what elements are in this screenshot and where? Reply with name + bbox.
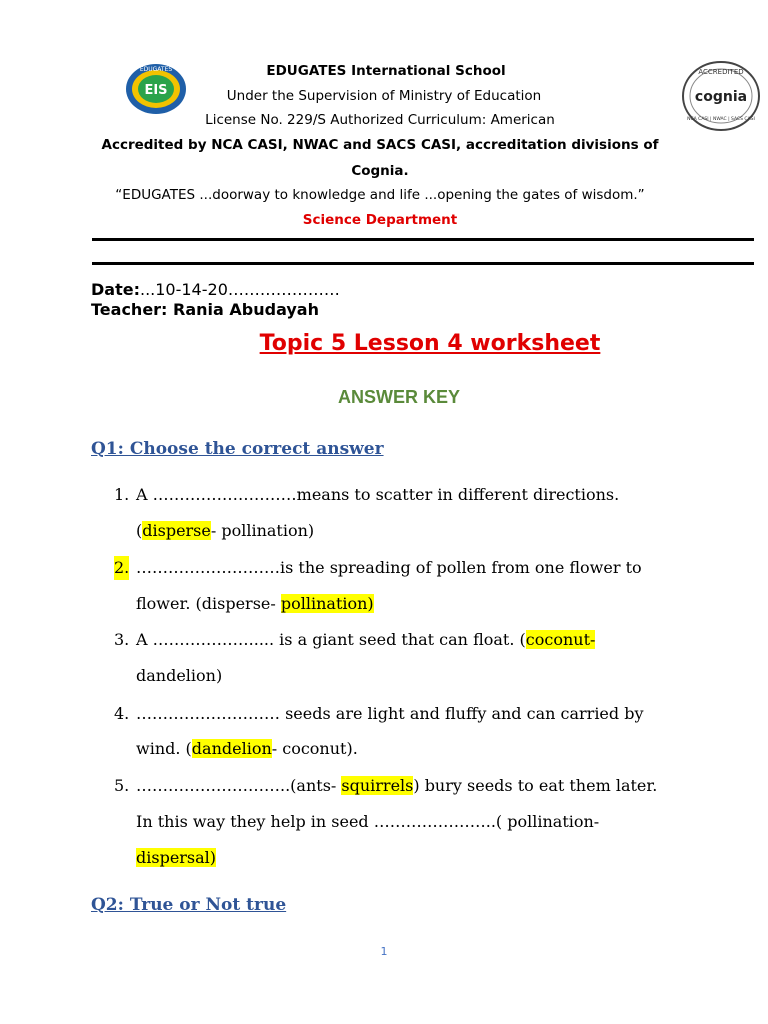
header-divider-top xyxy=(92,238,754,241)
item-4-answer: dandelion xyxy=(191,739,272,758)
item-4-number: 4. xyxy=(114,704,130,723)
item-1-text-end: - pollination) xyxy=(210,521,315,540)
date-line xyxy=(91,280,340,300)
item-3-line-2: dandelion) xyxy=(136,666,223,685)
item-4-text: wind. ( xyxy=(136,739,192,758)
question-1-heading: Q1: Choose the correct answer xyxy=(91,439,384,459)
seal-bottom-text: NCA CASI | NWAC | SACS CASI xyxy=(687,117,755,122)
item-5-text: ………………………..(ants- xyxy=(136,776,342,795)
item-4-line-1: ……………………… seeds are light and fluffy and can carried by xyxy=(136,704,644,723)
school-motto: “EDUGATES ...doorway to knowledge and life ...opening the gates of wisdom.” xyxy=(115,187,645,203)
item-1-line-1: A ………………………means to scatter in different directions. xyxy=(136,485,620,504)
header-divider-bottom xyxy=(92,262,754,265)
logo-left-top-text: EDUGATES xyxy=(139,66,173,73)
item-2-line-1: ………………………is the spreading of pollen from one flower to xyxy=(136,558,642,577)
item-5-line-3 xyxy=(136,846,216,870)
supervision-line: Under the Supervision of Ministry of Education xyxy=(226,88,542,104)
item-5-text-end: ) bury seeds to eat them later. xyxy=(413,776,658,795)
item-4-line-2 xyxy=(136,737,358,761)
item-3-text: A ………………..... is a giant seed that can float. ( xyxy=(136,630,526,649)
item-1-text: ( xyxy=(136,521,143,540)
logo-left-center-text: EIS xyxy=(144,83,168,98)
license-line: License No. 229/S Authorized Curriculum: American xyxy=(205,112,555,128)
item-5-line-1 xyxy=(136,774,657,798)
accreditation-line-2: Cognia. xyxy=(351,163,409,179)
date-value: ...10-14-20………………… xyxy=(139,280,340,299)
department-name: Science Department xyxy=(302,212,458,228)
seal-center-text: cognia xyxy=(694,89,748,105)
item-3-number: 3. xyxy=(114,630,130,649)
answer-key-label: ANSWER KEY xyxy=(337,387,460,407)
school-name: EDUGATES International School xyxy=(266,63,506,79)
accreditation-line-1: Accredited by NCA CASI, NWAC and SACS CASI, accreditation divisions of xyxy=(101,137,659,153)
item-2-line-2 xyxy=(136,592,374,616)
item-3-answer: coconut- xyxy=(525,630,596,649)
worksheet-title: Topic 5 Lesson 4 worksheet xyxy=(259,331,601,356)
question-2-heading: Q2: True or Not true xyxy=(91,895,287,915)
item-5-answer: squirrels xyxy=(341,776,414,795)
seal-top-text: ACCREDITED xyxy=(698,68,744,76)
item-1-line-2 xyxy=(136,519,314,543)
page-number: 1 xyxy=(380,945,388,958)
item-1-number: 1. xyxy=(114,485,130,504)
item-2-answer: pollination) xyxy=(280,594,374,613)
teacher-name: Teacher: Rania Abudayah xyxy=(91,300,319,319)
item-5-line-2: In this way they help in seed …………………..( pollination- xyxy=(136,812,600,831)
item-2-text: flower. (disperse- xyxy=(136,594,281,613)
item-4-text-end: - coconut). xyxy=(271,739,358,758)
date-label: Date: xyxy=(91,280,140,299)
item-1-answer: disperse xyxy=(142,521,211,540)
item-2-number: 2. xyxy=(114,556,129,580)
item-3-line-1 xyxy=(136,628,595,652)
item-5-answer-2: dispersal) xyxy=(136,848,217,867)
item-5-number: 5. xyxy=(114,776,130,795)
